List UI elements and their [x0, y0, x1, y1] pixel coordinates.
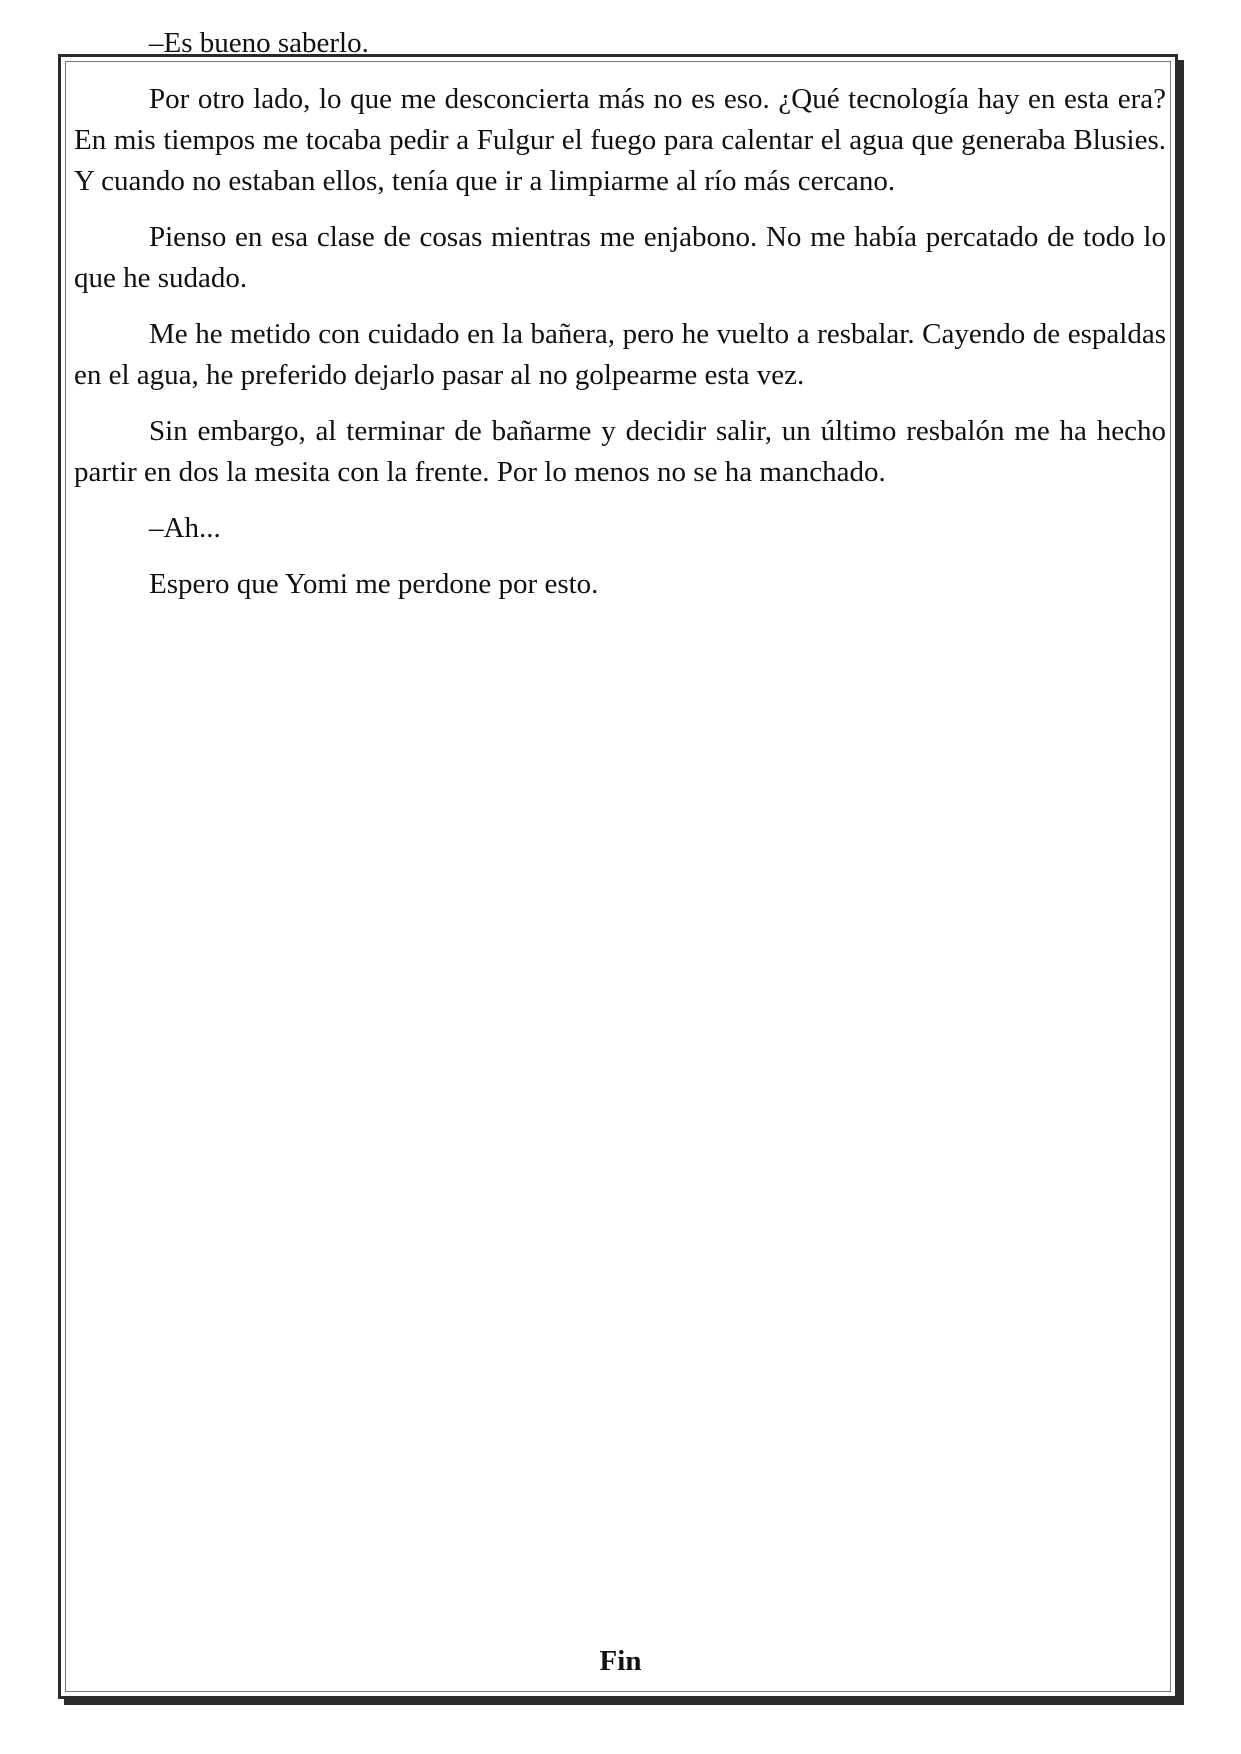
paragraph-technology: Por otro lado, lo que me desconcierta más no es eso. ¿Qué tecnología hay en esta era? En mis tiempos me tocaba pedir a Fulgur el fuego para calentar el agua que generaba Blusies. Y cuando no estaban ellos, tenía que ir a limpiarme al río más cercano.	[74, 83, 1166, 197]
paragraph-dialogue-1: –Es bueno saberlo.	[149, 27, 369, 59]
paragraph-dialogue-2: –Ah...	[149, 512, 221, 544]
end-mark: Fin	[599, 1645, 642, 1677]
paragraph-closing: Espero que Yomi me perdone por esto.	[149, 568, 599, 600]
paragraph-soaping: Pienso en esa clase de cosas mientras me enjabono. No me había percatado de todo lo que he sudado.	[74, 221, 1166, 294]
paragraph-slip: Sin embargo, al terminar de bañarme y decidir salir, un último resbalón me ha hecho partir en dos la mesita con la frente. Por lo menos no se ha manchado.	[74, 415, 1166, 488]
paragraph-bathtub: Me he metido con cuidado en la bañera, pero he vuelto a resbalar. Cayendo de espaldas en el agua, he preferido dejarlo pasar al no golpearme esta vez.	[74, 318, 1166, 391]
document-body	[74, 23, 1166, 620]
